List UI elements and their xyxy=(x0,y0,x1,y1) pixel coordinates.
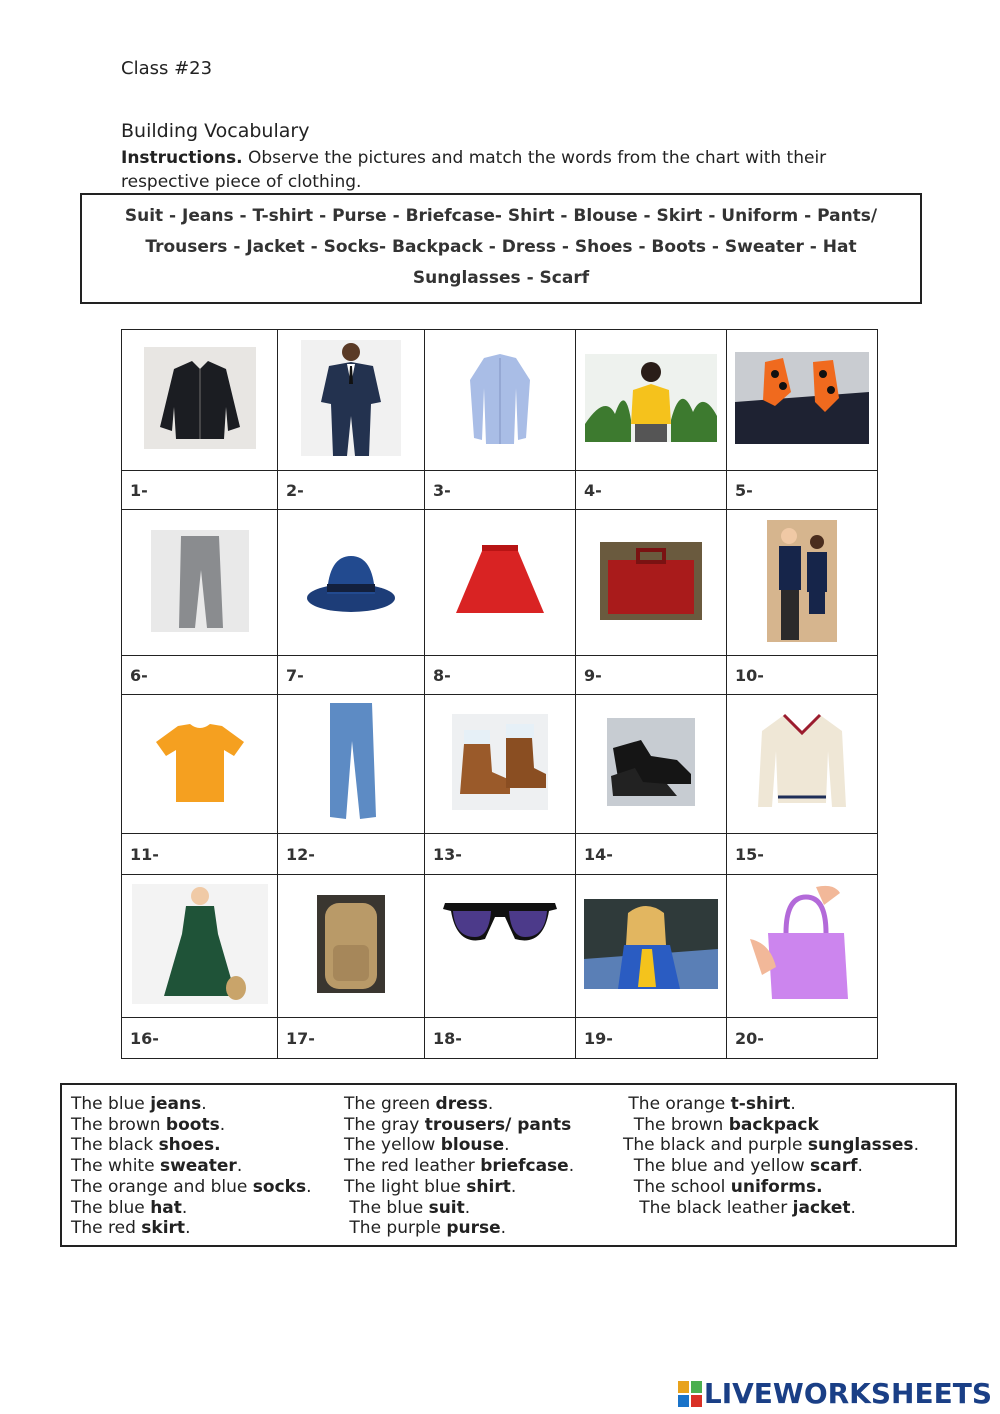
item-number[interactable]: 19- xyxy=(576,1018,727,1059)
skirt-icon xyxy=(452,539,548,623)
word-bank-line: Trousers - Jacket - Socks- Backpack - Dress - Shoes - Boots - Sweater - Hat xyxy=(145,237,857,257)
sentence-text: . xyxy=(568,1156,575,1177)
item-number[interactable]: 6- xyxy=(122,656,278,695)
picture-grid xyxy=(121,329,878,1059)
item-number[interactable]: 13- xyxy=(425,834,576,875)
sentence-text: The yellow xyxy=(344,1135,441,1156)
sentence-keyword: dress xyxy=(435,1094,488,1114)
sentence-text: The blue xyxy=(344,1197,429,1218)
sentence-text: . xyxy=(219,1114,226,1135)
picture-cell xyxy=(278,510,425,656)
sentence-line xyxy=(623,1218,919,1239)
sentence-keyword: t-shirt xyxy=(730,1094,791,1114)
item-number[interactable]: 4- xyxy=(576,471,727,510)
uniforms-icon xyxy=(767,520,837,642)
sentence-line xyxy=(344,1218,574,1239)
sentence-keyword: skirt xyxy=(141,1218,186,1239)
sentence-keyword: shirt xyxy=(466,1176,511,1197)
sentence-line xyxy=(623,1135,919,1156)
picture-cell xyxy=(278,695,425,834)
logo-badge-icon xyxy=(678,1381,702,1407)
sentence-keyword: scarf xyxy=(810,1156,858,1177)
item-number[interactable]: 14- xyxy=(576,834,727,875)
jeans-icon xyxy=(322,701,380,823)
sentence-text: The black xyxy=(71,1135,159,1156)
sentence-keyword: hat xyxy=(150,1197,182,1218)
sentence-text: The blue xyxy=(71,1094,151,1114)
sentence-keyword: socks xyxy=(252,1176,307,1197)
sentence-text: . xyxy=(306,1176,312,1197)
picture-cell xyxy=(122,695,278,834)
shoes-icon xyxy=(607,718,695,806)
picture-cell xyxy=(727,875,878,1018)
sentence-text: The orange and blue xyxy=(71,1176,253,1197)
sentence-keyword: sunglasses xyxy=(807,1135,914,1156)
item-number[interactable]: 10- xyxy=(727,656,878,695)
trousers-icon xyxy=(151,530,249,632)
item-number[interactable]: 15- xyxy=(727,834,878,875)
sweater-icon xyxy=(756,711,848,813)
sentence-line xyxy=(71,1198,312,1219)
sentence-text: . xyxy=(850,1197,856,1218)
sentence-text: The brown xyxy=(71,1114,166,1135)
item-number[interactable]: 12- xyxy=(278,834,425,875)
sentence-line xyxy=(623,1156,919,1177)
sentence-text: . xyxy=(181,1197,188,1218)
sentence-line xyxy=(344,1115,574,1136)
sentence-text: The black and purple xyxy=(623,1135,808,1156)
sentence-line xyxy=(623,1115,919,1136)
sentence-text: The red leather xyxy=(344,1156,481,1177)
dress-icon xyxy=(132,884,268,1004)
picture-cell xyxy=(576,875,727,1018)
sentence-text: The black leather xyxy=(623,1197,793,1218)
sentence-text: The red xyxy=(71,1218,142,1239)
sentence-keyword: uniforms. xyxy=(730,1176,823,1197)
hat-icon xyxy=(305,546,397,616)
sentence-line xyxy=(71,1177,312,1198)
picture-cell xyxy=(122,875,278,1018)
sentence-line xyxy=(344,1177,574,1198)
briefcase-icon xyxy=(600,542,702,620)
jacket-icon xyxy=(144,347,256,449)
sentence-text: The orange xyxy=(623,1094,731,1114)
sentence-line xyxy=(71,1094,312,1115)
item-number[interactable]: 8- xyxy=(425,656,576,695)
picture-cell xyxy=(576,330,727,471)
sentence-keyword: suit xyxy=(428,1197,465,1218)
sentence-text: . xyxy=(790,1094,796,1114)
item-number[interactable]: 17- xyxy=(278,1018,425,1059)
sentence-text: The green xyxy=(344,1094,436,1114)
sentence-text: The gray xyxy=(344,1114,425,1135)
word-bank-line: Sunglasses - Scarf xyxy=(412,268,590,288)
word-bank-line: Suit - Jeans - T-shirt - Purse - Briefcase- Shirt - Blouse - Skirt - Uniform - Pants/ xyxy=(124,206,878,226)
sentence-text: . xyxy=(201,1094,207,1114)
item-number[interactable]: 11- xyxy=(122,834,278,875)
picture-cell xyxy=(278,330,425,471)
instructions xyxy=(121,146,881,194)
sentence-text: The school xyxy=(623,1176,731,1197)
sentence-line xyxy=(623,1177,919,1198)
sentence-text: . xyxy=(185,1218,191,1239)
picture-cell xyxy=(425,695,576,834)
word-bank xyxy=(80,193,922,304)
item-number[interactable]: 1- xyxy=(122,471,278,510)
sentence-column xyxy=(344,1094,574,1239)
item-number[interactable]: 16- xyxy=(122,1018,278,1059)
sentence-text: The white xyxy=(71,1156,160,1177)
item-number[interactable]: 2- xyxy=(278,471,425,510)
picture-cell xyxy=(122,510,278,656)
sentence-line xyxy=(344,1198,574,1219)
socks-icon xyxy=(735,352,869,444)
blouse-icon xyxy=(585,354,717,442)
instructions-label: Instructions. xyxy=(121,148,243,168)
item-number[interactable]: 20- xyxy=(727,1018,878,1059)
sentence-text: . xyxy=(510,1176,517,1197)
item-number[interactable]: 5- xyxy=(727,471,878,510)
sentence-line xyxy=(623,1198,919,1219)
item-number[interactable]: 18- xyxy=(425,1018,576,1059)
sentence-keyword: purse xyxy=(446,1218,501,1239)
sentence-line xyxy=(71,1218,312,1239)
sentence-text: . xyxy=(464,1197,471,1218)
picture-cell xyxy=(425,875,576,1018)
picture-cell xyxy=(425,510,576,656)
sentence-box xyxy=(60,1083,957,1247)
sentence-line xyxy=(71,1135,312,1156)
tshirt-icon xyxy=(154,720,246,804)
item-number[interactable]: 9- xyxy=(576,656,727,695)
sentence-line xyxy=(71,1156,312,1177)
class-title: Class #23 xyxy=(121,58,213,79)
sentence-keyword: jacket xyxy=(792,1197,851,1218)
sentence-text: . xyxy=(504,1135,510,1156)
sentence-keyword: boots xyxy=(165,1114,220,1135)
picture-cell xyxy=(425,330,576,471)
sentence-line xyxy=(344,1156,574,1177)
sentence-keyword: sweater xyxy=(159,1156,237,1177)
sentence-keyword: briefcase xyxy=(480,1156,569,1177)
page-heading: Building Vocabulary xyxy=(121,120,310,142)
sunglasses-icon xyxy=(439,895,561,953)
sentence-text: . xyxy=(236,1156,243,1177)
purse-icon xyxy=(746,883,858,1005)
scarf-icon xyxy=(584,899,718,989)
logo-text: LIVEWORKSHEETS xyxy=(703,1377,992,1410)
sentence-line xyxy=(344,1094,574,1115)
liveworksheets-logo xyxy=(678,1377,992,1410)
sentence-keyword: shoes. xyxy=(158,1135,221,1156)
sentence-line xyxy=(623,1094,919,1115)
sentence-text: The light blue xyxy=(344,1176,467,1197)
sentence-column xyxy=(623,1094,919,1239)
boots-icon xyxy=(452,714,548,810)
sentence-text: The blue and yellow xyxy=(623,1156,811,1177)
sentence-text: The blue xyxy=(71,1197,151,1218)
sentence-text: The brown xyxy=(623,1114,729,1135)
sentence-text: . xyxy=(857,1156,863,1177)
sentence-keyword: trousers/ pants xyxy=(424,1114,572,1135)
picture-cell xyxy=(727,330,878,471)
sentence-line xyxy=(71,1115,312,1136)
picture-cell xyxy=(727,695,878,834)
picture-cell xyxy=(576,695,727,834)
sentence-text: The purple xyxy=(344,1218,447,1239)
backpack-icon xyxy=(317,895,385,993)
suit-icon xyxy=(301,340,401,456)
picture-cell xyxy=(122,330,278,471)
picture-cell xyxy=(576,510,727,656)
sentence-keyword: jeans xyxy=(150,1094,202,1114)
sentence-text: . xyxy=(913,1135,919,1156)
sentence-keyword: blouse xyxy=(440,1135,505,1156)
item-number[interactable]: 3- xyxy=(425,471,576,510)
picture-cell xyxy=(727,510,878,656)
sentence-column xyxy=(71,1094,312,1239)
instructions-text: Observe the pictures and match the words from the chart with their respective piece of clothing. xyxy=(121,148,827,192)
item-number[interactable]: 7- xyxy=(278,656,425,695)
sentence-text: . xyxy=(500,1218,507,1239)
shirt-icon xyxy=(460,348,540,448)
picture-cell xyxy=(278,875,425,1018)
sentence-line xyxy=(344,1135,574,1156)
sentence-keyword: backpack xyxy=(728,1114,819,1135)
sentence-text: . xyxy=(487,1094,494,1114)
